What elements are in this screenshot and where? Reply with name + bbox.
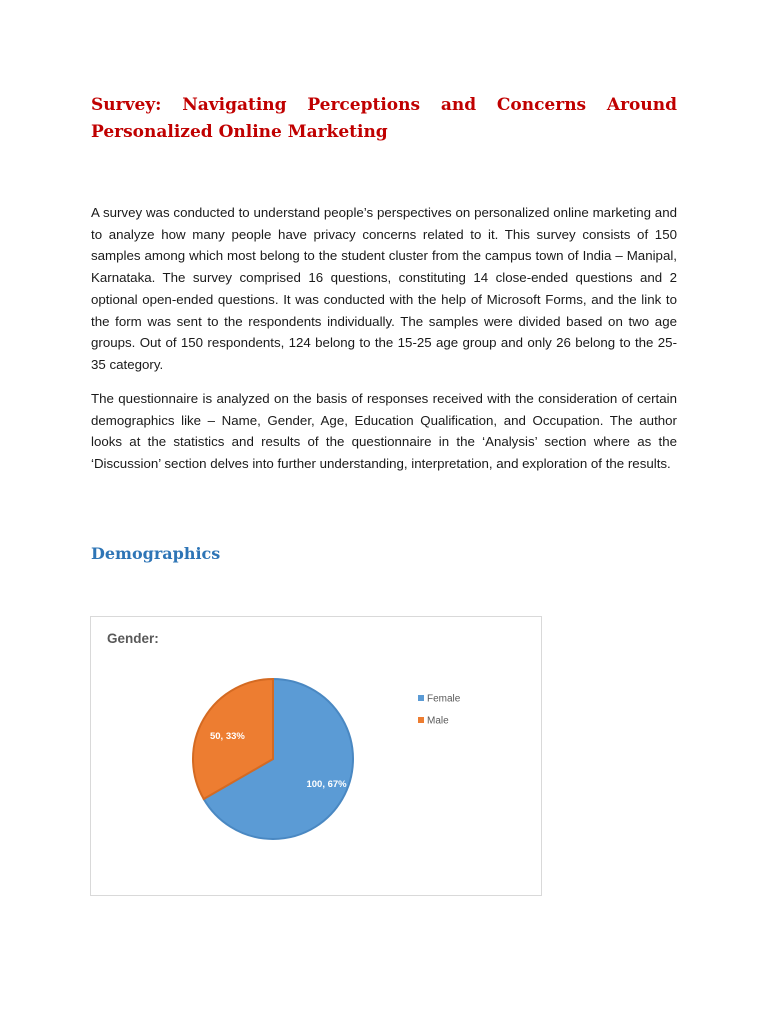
analysis-paragraph: The questionnaire is analyzed on the basis of responses received with the consideration of certain demographics like – Name, Gender, Age, Education Qualification, and Occupation. The author looks at the statistics and results of the questionnaire in the ‘Analysis’ section where as the ‘Discussion’ section delves into further understanding, interpretation, and exploration of the results. [91,391,677,472]
legend-swatch-male [418,717,424,723]
intro-paragraph: A survey was conducted to understand people’s perspectives on personalized online marketing and to analyze how many people have privacy concerns related to it. This survey consists of 150 samples among which most belong to the student cluster from the campus town of India – Manipal, Karnataka. The survey comprised 16 questions, constituting 14 close-ended questions and 2 optional open-ended questions. It was conducted with the help of Microsoft Forms, and the link to the form was sent to the respondents individually. The samples were divided based on two age groups. Out of 150 respondents, 124 belong to the 15-25 age group and only 26 belong to the 25-35 category. [91,205,677,372]
data-label-female: 100, 67% [306,779,347,790]
gender-chart [90,616,542,896]
legend-swatch-female [418,695,424,701]
chart-title: Gender: [107,631,159,646]
legend-label-female: Female [427,693,461,705]
document-title: Survey: Navigating Perceptions and Concerns Around Personalized Online Marketing [91,95,677,142]
pie-slices [193,679,353,839]
chart-legend [418,694,461,727]
demographics-heading: Demographics [91,544,221,563]
pie-chart-svg [91,617,543,897]
legend-label-male: Male [427,715,449,727]
data-label-male: 50, 33% [209,731,245,742]
